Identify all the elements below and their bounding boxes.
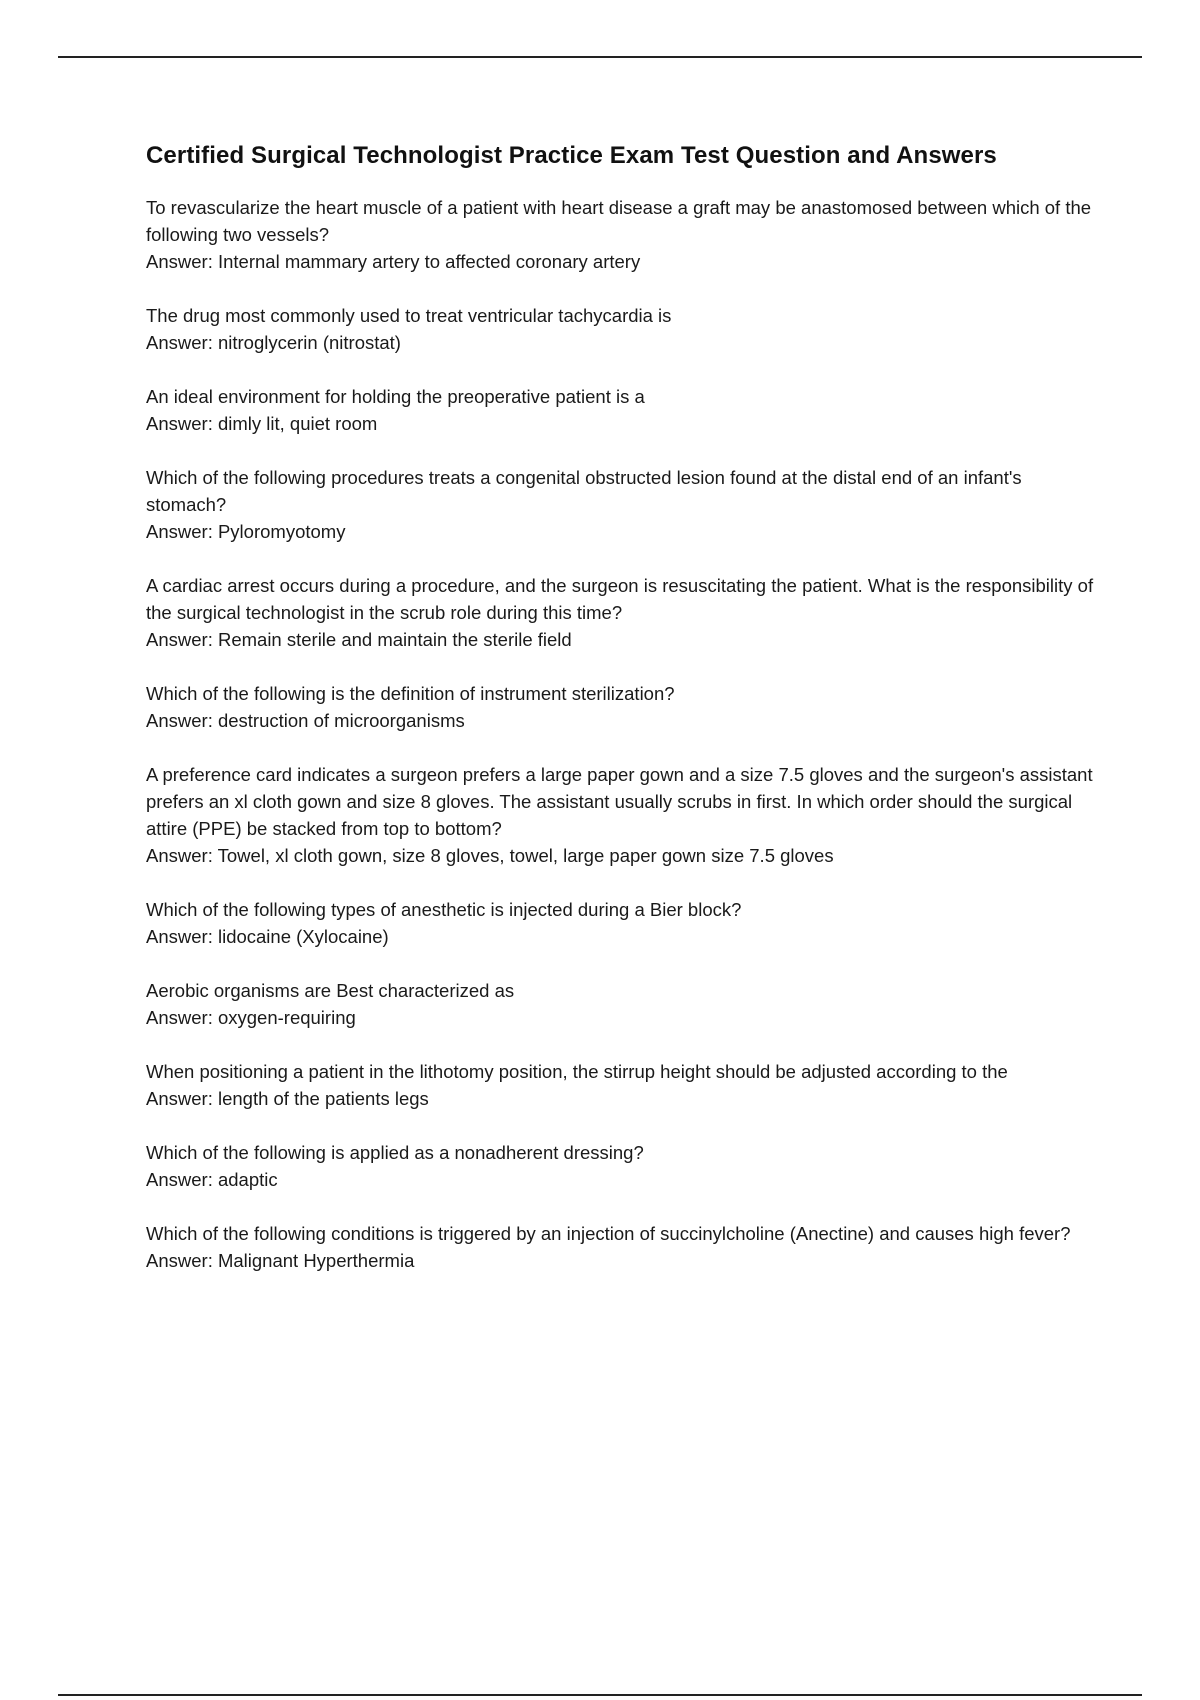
question-text: An ideal environment for holding the preoperative patient is a [146, 386, 645, 407]
answer-text: Answer: Remain sterile and maintain the sterile field [146, 629, 572, 650]
qa-item [146, 1139, 1096, 1193]
question-text: Which of the following is applied as a nonadherent dressing? [146, 1142, 644, 1163]
question-text: When positioning a patient in the lithotomy position, the stirrup height should be adjusted according to the [146, 1061, 1008, 1082]
qa-item [146, 761, 1096, 869]
question-text: Which of the following types of anesthetic is injected during a Bier block? [146, 899, 742, 920]
page-title: Certified Surgical Technologist Practice Exam Test Question and Answers [146, 142, 997, 169]
qa-item [146, 680, 1096, 734]
answer-text: Answer: nitroglycerin (nitrostat) [146, 332, 401, 353]
question-text: To revascularize the heart muscle of a patient with heart disease a graft may be anastomosed between which of the following two vessels? [146, 197, 1092, 245]
qa-item [146, 194, 1096, 275]
question-text: Which of the following conditions is triggered by an injection of succinylcholine (Anectine) and causes high fever? [146, 1223, 1071, 1244]
answer-text: Answer: oxygen-requiring [146, 1007, 356, 1028]
question-text: Aerobic organisms are Best characterized as [146, 980, 515, 1001]
qa-item [146, 302, 1096, 356]
answer-text: Answer: Pyloromyotomy [146, 521, 346, 542]
qa-item [146, 572, 1096, 653]
qa-item [146, 977, 1096, 1031]
answer-text: Answer: Towel, xl cloth gown, size 8 gloves, towel, large paper gown size 7.5 gloves [146, 845, 834, 866]
answer-text: Answer: adaptic [146, 1169, 278, 1190]
document-body [146, 142, 1096, 1301]
qa-item [146, 383, 1096, 437]
answer-text: Answer: destruction of microorganisms [146, 710, 465, 731]
question-text: Which of the following is the definition of instrument sterilization? [146, 683, 675, 704]
question-text: A cardiac arrest occurs during a procedure, and the surgeon is resuscitating the patient. What is the responsibility of the surgical technologist in the scrub role during this time? [146, 575, 1094, 623]
qa-item [146, 1220, 1096, 1274]
answer-text: Answer: Internal mammary artery to affected coronary artery [146, 251, 641, 272]
bottom-divider [58, 1694, 1142, 1696]
question-text: The drug most commonly used to treat ventricular tachycardia is [146, 305, 672, 326]
qa-item [146, 896, 1096, 950]
top-divider [58, 56, 1142, 58]
qa-item [146, 1058, 1096, 1112]
answer-text: Answer: dimly lit, quiet room [146, 413, 378, 434]
answer-text: Answer: Malignant Hyperthermia [146, 1250, 415, 1271]
question-text: Which of the following procedures treats a congenital obstructed lesion found at the distal end of an infant's stomach? [146, 467, 1022, 515]
answer-text: Answer: lidocaine (Xylocaine) [146, 926, 389, 947]
qa-item [146, 464, 1096, 545]
question-text: A preference card indicates a surgeon prefers a large paper gown and a size 7.5 gloves and the surgeon's assistant prefers an xl cloth gown and size 8 gloves. The assistant usually scrubs in first. In which order should the surgical attire (PPE) be stacked from top to bottom? [146, 764, 1093, 839]
answer-text: Answer: length of the patients legs [146, 1088, 429, 1109]
